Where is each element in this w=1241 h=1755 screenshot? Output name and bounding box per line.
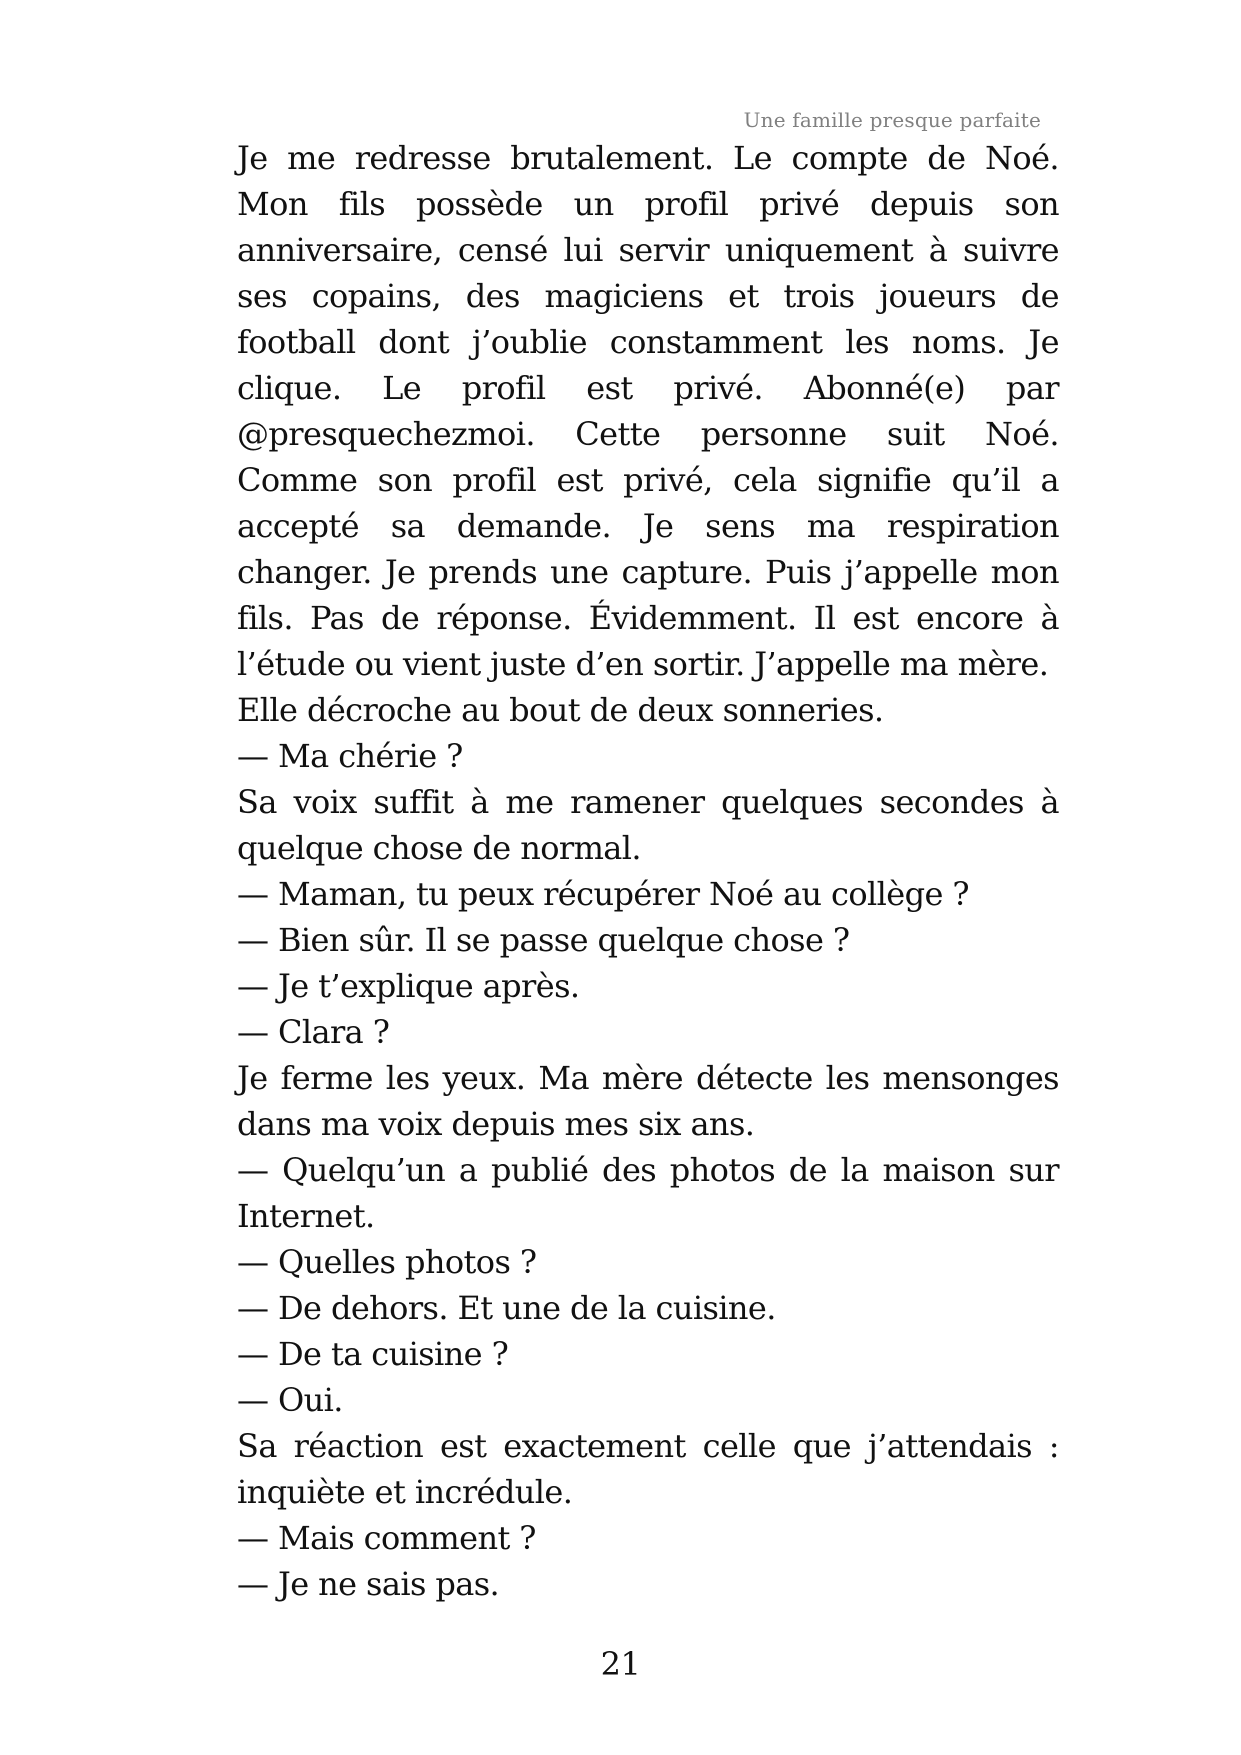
paragraph: Je ferme les yeux. Ma mère détecte les mensonges dans ma voix depuis mes six ans. [237, 1059, 1059, 1143]
dialogue-line: — Quelqu’un a publié des photos de la maison sur Internet. [237, 1151, 1059, 1235]
paragraph: Je me redresse brutalement. Le compte de Noé. Mon fils possède un profil privé depuis son anniversaire, censé lui servir uniquement à suivre ses copains, des magiciens et trois joueurs de football dont j’oublie constamment les noms. Je clique. Le profil est privé. Abonné(e) par @presquechezmoi. Cette personne suit Noé. Comme son profil est privé, cela signifie qu’il a accepté sa demande. Je sens ma respiration changer. Je prends une capture. Puis j’appelle mon fils. Pas de réponse. Évidemment. Il est encore à l’étude ou vient juste d’en sortir. J’appelle ma mère. [237, 139, 1059, 683]
paragraph: Sa voix suffit à me ramener quelques secondes à quelque chose de normal. [237, 783, 1059, 867]
dialogue-line: — Oui. [237, 1381, 343, 1419]
dialogue-line: — Maman, tu peux récupérer Noé au collège ? [237, 875, 969, 913]
body-text [237, 135, 1059, 1607]
dialogue-line: — Clara ? [237, 1013, 390, 1051]
page-number: 21 [600, 1645, 641, 1683]
dialogue-line: — Je t’explique après. [237, 967, 580, 1005]
dialogue-line: — Ma chérie ? [237, 737, 463, 775]
dialogue-line: — Mais comment ? [237, 1519, 536, 1557]
dialogue-line: — Quelles photos ? [237, 1243, 537, 1281]
paragraph: Sa réaction est exactement celle que j’attendais : inquiète et incrédule. [237, 1427, 1059, 1511]
paragraph: Elle décroche au bout de deux sonneries. [237, 691, 884, 729]
dialogue-line: — De dehors. Et une de la cuisine. [237, 1289, 776, 1327]
dialogue-line: — Je ne sais pas. [237, 1565, 500, 1603]
dialogue-line: — Bien sûr. Il se passe quelque chose ? [237, 921, 850, 959]
dialogue-line: — De ta cuisine ? [237, 1335, 509, 1373]
running-header: Une famille presque parfaite [743, 108, 1041, 132]
